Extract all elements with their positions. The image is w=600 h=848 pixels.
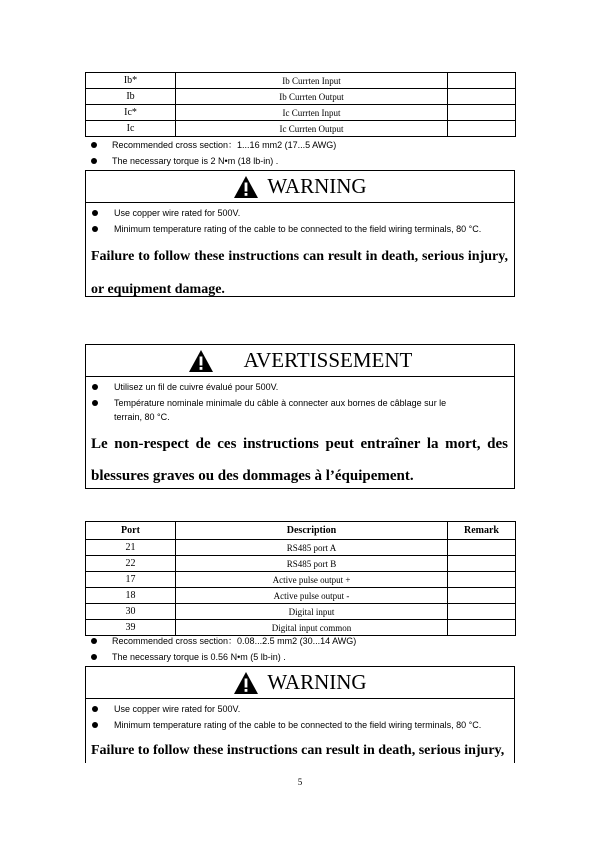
table-row	[86, 604, 516, 620]
warning-box	[85, 666, 515, 763]
list-item: Use copper wire rated for 500V.	[86, 702, 514, 716]
warning-message: Failure to follow these instructions can result in death, serious injury,	[91, 743, 505, 758]
table-cell: 22	[86, 556, 176, 572]
table-cell: Ic Currten Input	[176, 105, 448, 121]
list-item: Température nominale minimale du câble à connecter aux bornes de câblage sur le terrain, 80 °C.	[86, 396, 514, 424]
warning-triangle-icon	[188, 349, 214, 373]
warning-items	[86, 699, 514, 732]
wiring-notes	[88, 634, 518, 666]
table-cell: Ic Currten Output	[176, 121, 448, 137]
table-cell: RS485 port A	[176, 540, 448, 556]
table-cell: Ib*	[86, 73, 176, 89]
table-cell: Digital input	[176, 604, 448, 620]
warning-title: WARNING	[267, 670, 367, 694]
table-cell	[448, 89, 516, 105]
table-cell: 39	[86, 620, 176, 636]
warning-header	[86, 667, 514, 699]
column-header-description: Description	[176, 522, 448, 540]
table-row	[86, 121, 516, 137]
terminal-table-continued	[85, 72, 516, 137]
table-cell: Digital input common	[176, 620, 448, 636]
table-cell	[448, 73, 516, 89]
table-cell: Ib	[86, 89, 176, 105]
table-cell: Active pulse output -	[176, 588, 448, 604]
table-cell	[448, 588, 516, 604]
table-cell: 17	[86, 572, 176, 588]
avertissement-title: AVERTISSEMENT	[243, 348, 413, 372]
table-cell: 21	[86, 540, 176, 556]
list-item: Recommended cross section：1...16 mm2 (17...5 AWG)	[88, 138, 518, 154]
table-row	[86, 73, 516, 89]
table-cell	[448, 105, 516, 121]
list-item: Minimum temperature rating of the cable to be connected to the field wiring terminals, 80 °C.	[86, 222, 514, 236]
table-cell: 30	[86, 604, 176, 620]
list-item: The necessary torque is 0.56 N•m (5 lb-in) .	[88, 650, 518, 666]
table-header-row	[86, 522, 516, 540]
avertissement-message: Le non-respect de ces instructions peut entraîner la mort, des blessures graves ou des dommages à l’équipement.	[91, 436, 508, 484]
warning-header	[86, 171, 514, 203]
wiring-notes	[88, 138, 518, 170]
table-row	[86, 89, 516, 105]
warning-box	[85, 170, 515, 297]
list-item: Minimum temperature rating of the cable to be connected to the field wiring terminals, 80 °C.	[86, 718, 514, 732]
list-item: Recommended cross section：0.08...2.5 mm2 (30...14 AWG)	[88, 634, 518, 650]
warning-triangle-icon	[233, 671, 259, 695]
list-item: Use copper wire rated for 500V.	[86, 206, 514, 220]
table-cell	[448, 556, 516, 572]
table-cell: Ic	[86, 121, 176, 137]
table-row	[86, 540, 516, 556]
table-cell	[448, 572, 516, 588]
table-cell	[448, 121, 516, 137]
table-cell	[448, 540, 516, 556]
table-row	[86, 556, 516, 572]
avertissement-box	[85, 344, 515, 489]
avertissement-header	[86, 345, 514, 377]
port-table	[85, 521, 516, 636]
list-item: The necessary torque is 2 N•m (18 lb-in) .	[88, 154, 518, 170]
table-row	[86, 105, 516, 121]
warning-triangle-icon	[233, 175, 259, 199]
page-number: 5	[297, 777, 303, 787]
table-cell: Ic*	[86, 105, 176, 121]
table-cell	[448, 604, 516, 620]
table-row	[86, 588, 516, 604]
warning-title: WARNING	[267, 174, 367, 198]
table-cell: 18	[86, 588, 176, 604]
table-cell: Active pulse output +	[176, 572, 448, 588]
table-cell: Ib Currten Output	[176, 89, 448, 105]
table-cell: RS485 port B	[176, 556, 448, 572]
column-header-remark: Remark	[448, 522, 516, 540]
warning-items	[86, 203, 514, 236]
list-item: Utilisez un fil de cuivre évalué pour 500V.	[86, 380, 514, 394]
avertissement-items	[86, 377, 514, 424]
column-header-port: Port	[86, 522, 176, 540]
table-cell: Ib Currten Input	[176, 73, 448, 89]
warning-message: Failure to follow these instructions can result in death, serious injury, or equipment damage.	[91, 249, 508, 297]
table-row	[86, 572, 516, 588]
